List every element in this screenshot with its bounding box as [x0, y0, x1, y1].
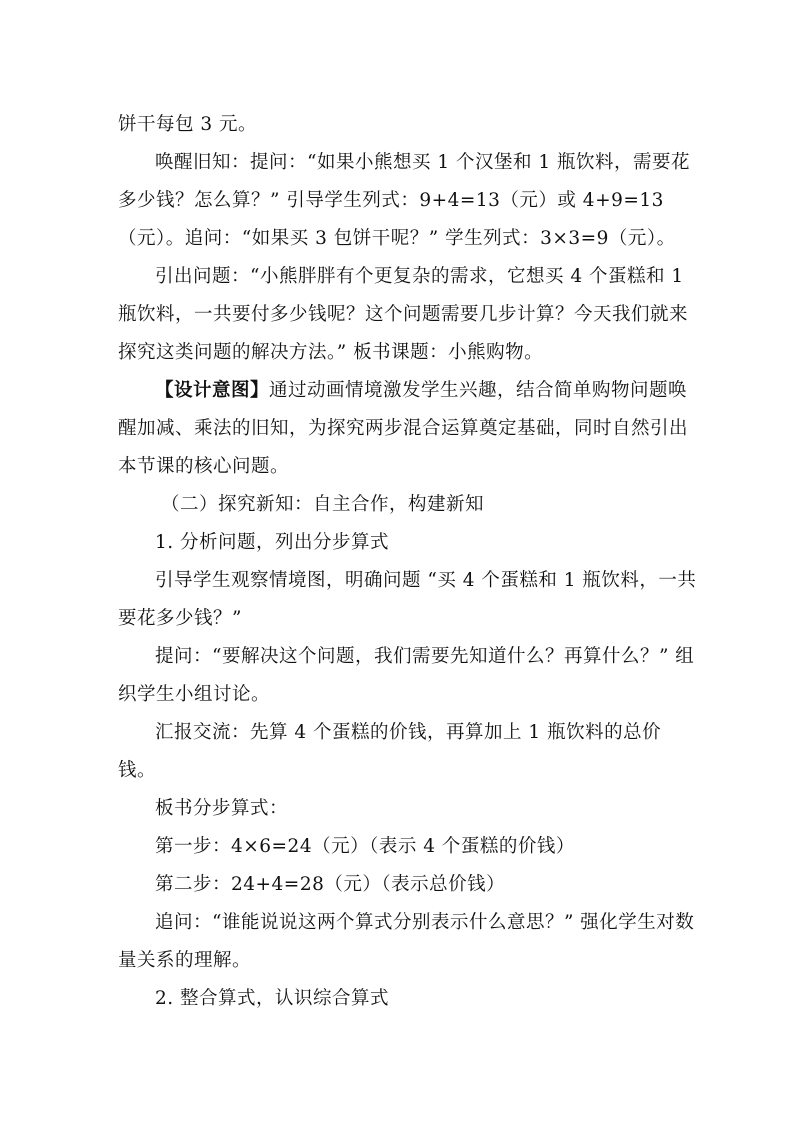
subsection-heading-analyze: 1. 分析问题，列出分步算式 — [155, 532, 390, 553]
paragraph-question-discussion: 提问：“要解决这个问题，我们需要先知道什么？再算什么？” 组织学生小组讨论。 — [118, 646, 695, 705]
paragraph-step-one: 第一步：4×6=24（元）（表示 4 个蛋糕的价钱） — [155, 836, 575, 857]
paragraph-design-intent — [118, 372, 698, 486]
paragraph-step-two: 第二步：24+4=28（元）（表示总价钱） — [155, 874, 506, 895]
section-heading-explore: （二）探究新知：自主合作，构建新知 — [161, 494, 485, 515]
design-intent-label: 【设计意图】 — [155, 380, 270, 401]
paragraph-observe-scene: 引导学生观察情境图，明确问题 “买 4 个蛋糕和 1 瓶饮料，一共要花多少钱？” — [118, 570, 697, 629]
paragraph-review-old-knowledge: 唤醒旧知：提问：“如果小熊想买 1 个汉堡和 1 瓶饮料，需要花多少钱？怎么算？” 引导学生列式：9+4=13（元）或 4+9=13（元）。追问：“如果买 3 包饼干呢？” 学生列式：3×3=9（元）。 — [118, 152, 691, 249]
paragraph-introduce-problem: 引出问题：“小熊胖胖有个更复杂的需求，它想买 4 个蛋糕和 1 瓶饮料，一共要付多少钱呢？这个问题需要几步计算？今天我们就来探究这类问题的解决方法。” 板书课题：小熊购物。 — [118, 266, 689, 363]
document-body — [118, 106, 698, 1018]
paragraph-report: 汇报交流：先算 4 个蛋糕的价钱，再算加上 1 瓶饮料的总价钱。 — [118, 722, 662, 781]
paragraph-biscuit-price: 饼干每包 3 元。 — [118, 114, 258, 135]
design-intent-text: 通过动画情境激发学生兴趣，结合简单购物问题唤醒加减、乘法的旧知，为探究两步混合运算奠定基础，同时自然引出本节课的核心问题。 — [118, 380, 689, 477]
subsection-heading-integrate: 2. 整合算式，认识综合算式 — [155, 988, 390, 1009]
paragraph-follow-up: 追问：“谁能说说这两个算式分别表示什么意思？” 强化学生对数量关系的理解。 — [118, 912, 695, 971]
paragraph-board-steps: 板书分步算式： — [155, 798, 289, 819]
